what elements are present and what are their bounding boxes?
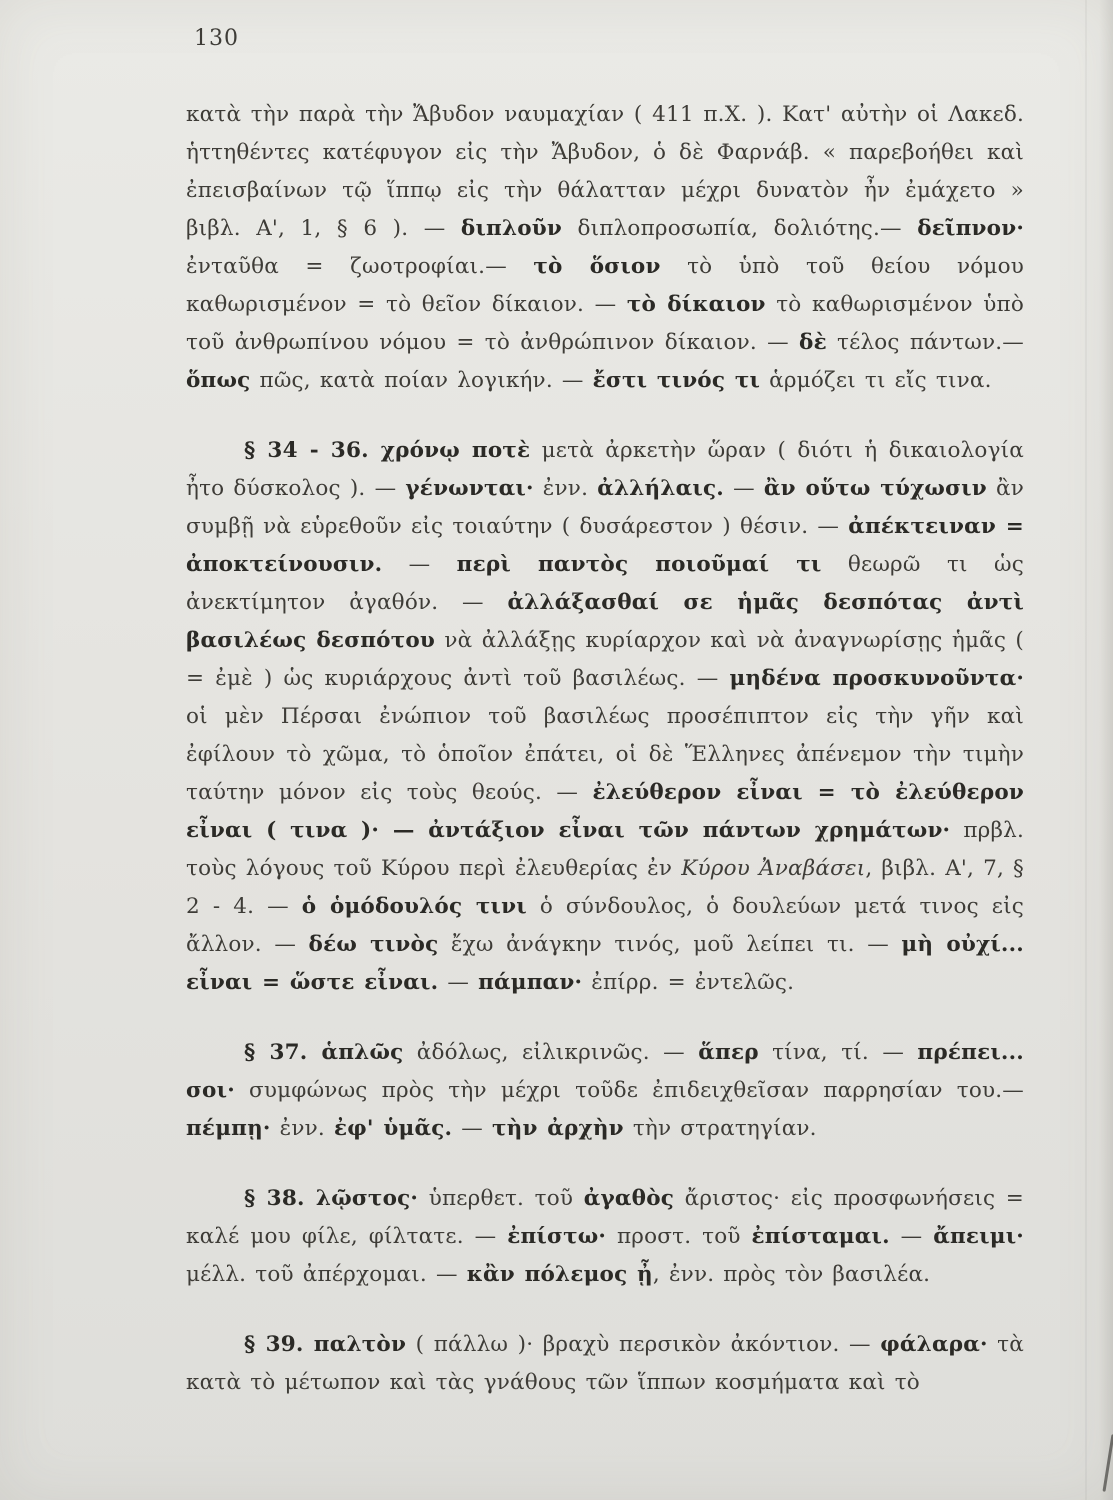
text-segment: ἐνν. xyxy=(270,1116,334,1141)
text-segment: ἐπίρρ. = ἐντελῶς. xyxy=(582,970,795,995)
text-segment: ἁρμόζει τι εἴς τινα. xyxy=(760,368,992,393)
text-segment: τὸ ὑπὸ τοῦ θείου νόμου καθωρισμένον = τὸ θεῖον δίκαιον. — xyxy=(186,254,1025,317)
lemma: ἀπέκτειναν = ἀποκτείνουσιν. xyxy=(186,514,1025,577)
scan-edge-mark-artifact xyxy=(1102,1434,1113,1492)
lemma: § 38. λῷστος· xyxy=(244,1186,419,1211)
lemma: δὲ xyxy=(799,330,827,355)
text-segment: τέλος πάντων.— xyxy=(826,330,1025,355)
lemma: ὅπως xyxy=(186,368,251,393)
lemma: § 39. παλτὸν xyxy=(244,1332,407,1357)
text-segment: ὁ σύνδουλος, ὁ δουλεύων μετά τινος εἰς ἄλλον. — xyxy=(186,894,1024,957)
lemma: ἄπειμι· xyxy=(933,1224,1024,1249)
text-segment: πῶς, κατὰ ποίαν λογικήν. — xyxy=(250,368,593,393)
text-segment: θεωρῶ τι ὡς ἀνεκτίμητον ἀγαθόν. — xyxy=(186,552,1024,615)
lemma: τὴν ἀρχὴν xyxy=(491,1116,624,1141)
scan-shadow-artifact xyxy=(1099,0,1113,1500)
text-segment: ἀδόλως, εἰλικρινῶς. — xyxy=(403,1040,699,1065)
lemma: περὶ παντὸς ποιοῦμαί τι xyxy=(456,552,822,577)
text-segment: — xyxy=(438,970,479,995)
text-segment: προστ. τοῦ xyxy=(606,1224,752,1249)
text-segment: μέλλ. τοῦ ἀπέρχομαι. — xyxy=(186,1262,467,1287)
lemma: μηδένα προσκυνοῦντα· xyxy=(729,666,1025,691)
lemma: ὁ ὁμόδουλός τινι xyxy=(301,894,527,919)
lemma: ἀγαθὸς xyxy=(583,1186,675,1211)
lemma: ἀλλάξασθαί σε ἡμᾶς δεσπότας ἀντὶ βασιλέως δεσπότου xyxy=(186,590,1025,653)
text-segment: τίνα, τί. — xyxy=(758,1040,918,1065)
text-segment: συμφώνως πρὸς τὴν μέχρι τοῦδε ἐπιδειχθεῖσαν παρρησίαν του.— xyxy=(234,1078,1024,1103)
text-segment: ἂν συμβῇ νὰ εὑρεθοῦν εἰς τοιαύτην ( δυσάρεστον ) θέσιν. — xyxy=(186,476,1024,539)
text-segment: , ἐνν. πρὸς τὸν βασιλέα. xyxy=(652,1262,931,1287)
lemma: ἀλλήλαις. xyxy=(597,476,724,501)
text-segment: ὑπερθετ. τοῦ xyxy=(418,1186,584,1211)
paragraph-3 xyxy=(186,1034,1024,1148)
text-segment: ἔχω ἀνάγκην τινός, μοῦ λείπει τι. — xyxy=(438,932,902,957)
text-segment: τὰ κατὰ τὸ μέτωπον καὶ τὰς γνάθους τῶν ἵππων κοσμήματα καὶ τὸ xyxy=(186,1332,1024,1395)
text-segment: τὸ καθωρισμένον ὑπὸ τοῦ ἀνθρωπίνου νόμου = τὸ ἀνθρώπινον δίκαιον. — xyxy=(186,292,1025,355)
lemma: δεῖπνον· xyxy=(917,216,1024,241)
lemma: ἐλεύθερον εἶναι = τὸ ἐλεύθερον εἶναι ( τινα )· — ἀντάξιον εἶναι τῶν πάντων χρημάτων· xyxy=(186,780,1024,843)
text-block xyxy=(186,96,1024,1402)
paragraph-5 xyxy=(186,1326,1024,1402)
page-number: 130 xyxy=(194,26,239,51)
lemma: § 37. ἁπλῶς xyxy=(244,1040,404,1065)
lemma: φάλαρα· xyxy=(880,1332,988,1357)
text-segment: πρβλ. τοὺς λόγους τοῦ Κύρου περὶ ἐλευθερίας ἐν xyxy=(186,818,1024,881)
lemma: ἐπίστω· xyxy=(507,1224,607,1249)
text-segment: τὴν στρατηγίαν. xyxy=(623,1116,817,1141)
text-segment: — xyxy=(889,1224,934,1249)
text-segment: κατὰ τὴν παρὰ τὴν Ἄβυδον ναυμαχίαν ( 411 π.Χ. ). Κατ' αὐτὴν οἱ Λακεδ. ἡττηθέντες κατέφυγον εἰς τὴν Ἄβυδον, ὁ δὲ Φαρνάβ. « παρεβοήθει καὶ ἐπεισβαίνων τῷ ἵππῳ εἰς τὴν θάλατταν μέχρι δυνατὸν ἦν ἐμάχετο » βιβλ. Α', 1, § 6 ). — xyxy=(186,102,1024,241)
text-segment: , βιβλ. Α', 7, § 2 - 4. — xyxy=(186,856,1024,919)
text-segment: ἐνταῦθα = ζωοτροφίαι.— xyxy=(186,254,534,279)
lemma: πέμπῃ· xyxy=(186,1116,271,1141)
paragraph-1 xyxy=(186,96,1024,400)
lemma: ἐπίσταμαι. xyxy=(751,1224,890,1249)
lemma: κἂν πόλεμος ᾖ xyxy=(466,1262,653,1287)
lemma: τὸ δίκαιον xyxy=(626,292,766,317)
text-segment: — xyxy=(452,1116,492,1141)
lemma: πάμπαν· xyxy=(478,970,583,995)
lemma: τὸ ὅσιον xyxy=(533,254,661,279)
lemma: δέω τινὸς xyxy=(308,932,439,957)
lemma: ἂν οὕτω τύχωσιν xyxy=(763,476,987,501)
text-segment: ἄριστος· εἰς προσφωνήσεις = καλέ μου φίλε, φίλτατε. — xyxy=(186,1186,1024,1249)
lemma: μὴ οὐχί... εἶναι = ὥστε εἶναι. xyxy=(186,932,1024,995)
paragraph-4 xyxy=(186,1180,1024,1294)
text-segment: οἱ μὲν Πέρσαι ἐνώπιον τοῦ βασιλέως προσέπιπτον εἰς τὴν γῆν καὶ ἐφίλουν τὸ χῶμα, τὸ ὁποῖον ἐπάτει, οἱ δὲ Ἕλληνες ἀπένεμον τὴν τιμὴν ταύτην μόνον εἰς τοὺς θεούς. — xyxy=(186,704,1024,805)
text-segment: ( πάλλω )· βραχὺ περσικὸν ἀκόντιον. — xyxy=(406,1332,881,1357)
lemma: διπλοῦν xyxy=(460,216,563,241)
lemma: ἐφ' ὑμᾶς. xyxy=(334,1116,453,1141)
text-segment: ἐνν. xyxy=(533,476,598,501)
lemma: ἅπερ xyxy=(698,1040,759,1065)
lemma: γένωνται· xyxy=(405,476,534,501)
lemma: ἔστι τινός τι xyxy=(592,368,761,393)
text-segment: διπλοπροσωπία, δολιότης.— xyxy=(562,216,918,241)
scan-crease-artifact xyxy=(1085,0,1087,1500)
cited-title: Κύρου Ἀναβάσει xyxy=(681,856,866,881)
lemma: § 34 - 36. χρόνῳ ποτὲ xyxy=(244,438,531,463)
text-segment: — xyxy=(723,476,764,501)
paragraph-2 xyxy=(186,432,1024,1002)
lemma: πρέπει... σοι· xyxy=(186,1040,1024,1103)
text-segment: — xyxy=(382,552,457,577)
text-segment: νὰ ἀλλάξῃς κυρίαρχον καὶ νὰ ἀναγνωρίσῃς ἡμᾶς ( = ἐμὲ ) ὡς κυριάρχους ἀντὶ τοῦ βασιλέως. — xyxy=(186,628,1025,691)
text-segment: μετὰ ἀρκετὴν ὥραν ( διότι ἡ δικαιολογία ἦτο δύσκολος ). — xyxy=(186,438,1024,501)
